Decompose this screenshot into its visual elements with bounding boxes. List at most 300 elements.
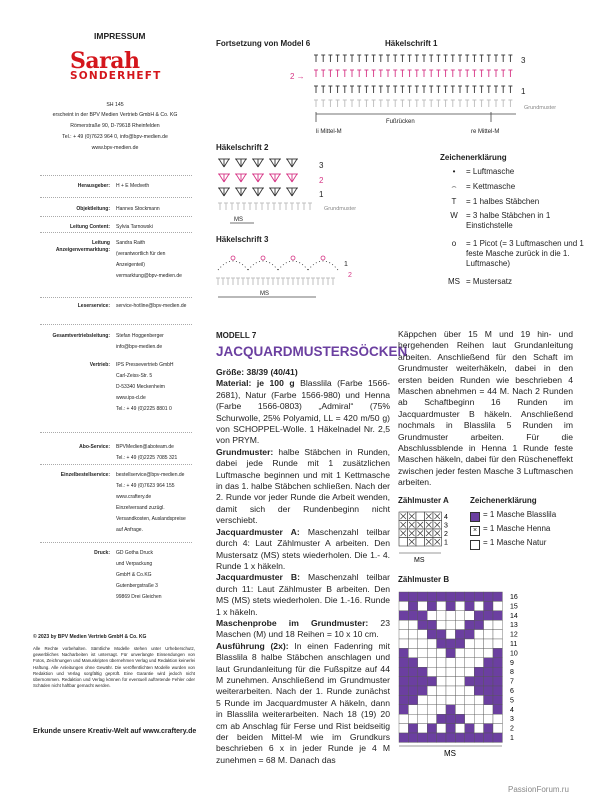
grid-cell bbox=[399, 658, 408, 667]
grid-cell bbox=[399, 686, 408, 695]
credit-label: Abo-Service: bbox=[79, 444, 110, 450]
grid-cell bbox=[465, 639, 474, 648]
article-paragraph bbox=[216, 447, 390, 527]
grid-cell bbox=[474, 611, 483, 620]
grid-cell bbox=[399, 592, 408, 601]
grid-cell bbox=[408, 639, 417, 648]
grid-cell bbox=[493, 630, 502, 639]
grid-cell bbox=[455, 667, 464, 676]
row-label: 1 bbox=[521, 87, 526, 96]
credit-value: Tel.: + 49 (0)2225 8801 0 bbox=[116, 406, 172, 412]
row-label: 2 bbox=[510, 725, 514, 733]
paragraph-heading: Jacquardmuster B: bbox=[216, 572, 300, 583]
grid-cell bbox=[446, 677, 455, 686]
grid-cell bbox=[427, 677, 436, 686]
grid-cell bbox=[465, 714, 474, 723]
row-label: 10 bbox=[510, 650, 518, 658]
grid-cell bbox=[446, 630, 455, 639]
paragraph-body: Maschenzahl teilbar durch 11: Laut Zählmuster B arbeiten. Den MS (MS) stets wiederholen. Die 1.-16. Runde 1 x häkeln. bbox=[216, 572, 390, 617]
grid-cell bbox=[437, 695, 446, 704]
paragraph-body: Blasslila (Farbe 1566-2681), Natur (Farbe 1566-980) und Henna (Farbe 1566-0803) „Admiral“ (75% Schurwolle, 25% Polyamid, LL = 420 m/50 g) von SCHOPPEL-Wolle. 1 Häkelnadel Nr. 2,5 von PRYM. bbox=[216, 378, 390, 446]
article-column-1 bbox=[216, 367, 390, 766]
zaehlmuster-a bbox=[398, 508, 468, 566]
grid-cell bbox=[446, 658, 455, 667]
grid-cell bbox=[408, 733, 417, 742]
grid-cell bbox=[455, 630, 464, 639]
row-label: 3 bbox=[521, 56, 526, 65]
grid-cell bbox=[493, 658, 502, 667]
publisher-line: Tel.: + 49 (0)7623 964 0, info@bpv-medien.de bbox=[62, 134, 168, 140]
paragraph-heading: Größe: 38/39 (40/41) bbox=[216, 367, 298, 377]
haekelschrift-1 bbox=[216, 50, 556, 140]
credit-label: Einzelbestellservice: bbox=[60, 472, 110, 478]
credit-label: Leserservice: bbox=[77, 303, 110, 309]
footer-text: Erkunde unsere Kreativ-Welt auf www.craftery.de bbox=[33, 728, 197, 735]
grid-cell bbox=[455, 686, 464, 695]
logo-sarah-text: Sarah bbox=[70, 48, 140, 74]
grid-cell bbox=[418, 705, 427, 714]
haekelschrift-2 bbox=[216, 153, 376, 228]
row-label: 2 → bbox=[290, 72, 305, 81]
grid-cell bbox=[437, 592, 446, 601]
row-label: 2 bbox=[444, 531, 448, 538]
grid-cell bbox=[427, 658, 436, 667]
zaehlmuster-b bbox=[398, 589, 528, 759]
grid-cell bbox=[427, 592, 436, 601]
credit-value: Tel.: + 49 (0)2225 7085 321 bbox=[116, 455, 178, 461]
grid-cell bbox=[437, 639, 446, 648]
grid-cell bbox=[446, 620, 455, 629]
grid-cell bbox=[437, 667, 446, 676]
article-title: JACQUARDMUSTERSÖCKEN bbox=[216, 344, 408, 359]
credit-value: GmbH & Co.KG bbox=[116, 572, 152, 578]
svg-text:3: 3 bbox=[319, 161, 324, 170]
grid-cell bbox=[427, 686, 436, 695]
grid-cell bbox=[493, 695, 502, 704]
grid-cell bbox=[455, 639, 464, 648]
grid-cell bbox=[408, 658, 417, 667]
grid-cell bbox=[446, 667, 455, 676]
credit-value: 99869 Drei Gleichen bbox=[116, 594, 162, 600]
grid-cell bbox=[427, 648, 436, 657]
grid-cell bbox=[465, 611, 474, 620]
legend-symbol-icon: • bbox=[452, 167, 456, 176]
grid-cell bbox=[493, 667, 502, 676]
row-label: 1 bbox=[510, 735, 514, 742]
grid-cell bbox=[418, 639, 427, 648]
grid-cell bbox=[437, 620, 446, 629]
grid-cell bbox=[446, 695, 455, 704]
article-paragraph bbox=[216, 367, 390, 378]
grid-cell bbox=[455, 592, 464, 601]
grid-cell bbox=[493, 724, 502, 733]
re-mitte-label: re Mittel-M bbox=[471, 129, 500, 135]
grid-cell bbox=[418, 677, 427, 686]
grid-cell bbox=[446, 648, 455, 657]
grid-cell bbox=[474, 677, 483, 686]
grid-cell bbox=[474, 695, 483, 704]
grid-cell bbox=[465, 630, 474, 639]
publisher-block bbox=[40, 101, 190, 154]
grid-cell bbox=[455, 677, 464, 686]
row-label: 15 bbox=[510, 603, 518, 611]
issue-number: SH 145 bbox=[106, 102, 124, 108]
paragraph-heading: Maschenprobe im Grundmuster: bbox=[216, 617, 369, 628]
copyright: © 2023 by BPV Medien Vertrieb GmbH & Co. KG bbox=[33, 634, 147, 640]
row-label: 7 bbox=[510, 678, 514, 686]
grid-cell bbox=[437, 705, 446, 714]
grid-cell bbox=[427, 733, 436, 742]
grid-cell bbox=[418, 695, 427, 704]
grid-cell bbox=[493, 611, 502, 620]
legend-text: = 1 halbes Stäbchen bbox=[466, 197, 540, 206]
legend-symbol-icon: o bbox=[451, 239, 457, 248]
grid-cell bbox=[408, 705, 417, 714]
grid-cell bbox=[484, 686, 493, 695]
grid-cell bbox=[465, 658, 474, 667]
legend-symbol-icon: T bbox=[451, 197, 457, 206]
grid-cell bbox=[455, 705, 464, 714]
credit-label: Objektleitung: bbox=[76, 206, 110, 212]
publisher-line: Römerstraße 90, D-79618 Rheinfelden bbox=[70, 123, 160, 129]
article-paragraph bbox=[216, 527, 390, 573]
svg-text:Grundmuster: Grundmuster bbox=[324, 206, 357, 212]
logo-sonderheft-text: SONDERHEFT bbox=[70, 70, 162, 82]
model-number: MODELL 7 bbox=[216, 331, 257, 340]
grid-cell bbox=[484, 705, 493, 714]
grid-cell bbox=[446, 611, 455, 620]
row-label: 14 bbox=[510, 612, 518, 620]
sarah-logo bbox=[70, 48, 162, 82]
grid-cell bbox=[465, 620, 474, 629]
paragraph-body: 23 Maschen (M) und 18 Reihen = 10 x 10 cm. bbox=[216, 617, 390, 640]
watermark: PassionForum.ru bbox=[508, 785, 569, 794]
grid-cell bbox=[484, 667, 493, 676]
grid-cell bbox=[408, 695, 417, 704]
grid-cell bbox=[446, 724, 455, 733]
credit-value: Carl-Zeiss-Str. 5 bbox=[116, 373, 153, 379]
grid-cell bbox=[418, 733, 427, 742]
grid-cell bbox=[465, 705, 474, 714]
grid-cell bbox=[493, 648, 502, 657]
paragraph-heading: Jacquardmuster A: bbox=[216, 526, 300, 537]
grid-cell bbox=[493, 677, 502, 686]
grid-cell bbox=[427, 667, 436, 676]
color-swatch bbox=[470, 512, 480, 522]
grid-cell bbox=[399, 695, 408, 704]
grid-cell bbox=[493, 686, 502, 695]
paragraph-heading: Grundmuster: bbox=[216, 446, 274, 457]
li-mitte-label: li Mittel-M bbox=[316, 129, 342, 135]
grid-cell bbox=[484, 639, 493, 648]
svg-text:1: 1 bbox=[319, 190, 324, 199]
grid-cell bbox=[455, 620, 464, 629]
color-legend-text: = 1 Masche Blasslila bbox=[483, 510, 557, 519]
credit-value: Tel.: + 49 (0)7623 964 155 bbox=[116, 483, 175, 489]
ms-label: MS bbox=[444, 749, 456, 758]
grid-cell bbox=[474, 592, 483, 601]
grid-cell bbox=[474, 667, 483, 676]
grid-cell bbox=[465, 686, 474, 695]
zaehlmuster-a-legend-title: Zeichenerklärung bbox=[470, 496, 537, 505]
grid-cell bbox=[474, 601, 483, 610]
grid-cell bbox=[493, 620, 502, 629]
grid-cell bbox=[446, 705, 455, 714]
svg-text:1: 1 bbox=[344, 261, 348, 268]
grid-cell bbox=[418, 658, 427, 667]
svg-text:MS: MS bbox=[234, 217, 243, 223]
grid-cell bbox=[408, 630, 417, 639]
grid-cell bbox=[408, 592, 417, 601]
impressum-title: IMPRESSUM bbox=[94, 31, 146, 41]
article-paragraph bbox=[216, 378, 390, 446]
chart3-title: Häkelschrift 3 bbox=[216, 235, 269, 244]
credit-value: Hannes Stockmann bbox=[116, 206, 160, 212]
grid-cell bbox=[446, 601, 455, 610]
grid-cell bbox=[465, 648, 474, 657]
grid-cell bbox=[474, 686, 483, 695]
grid-cell bbox=[446, 639, 455, 648]
legend-title: Zeichenerklärung bbox=[440, 153, 507, 162]
grid-cell bbox=[408, 648, 417, 657]
credit-value: Einzelversand zuzügl. bbox=[116, 505, 165, 511]
grid-cell bbox=[484, 630, 493, 639]
grid-cell bbox=[493, 714, 502, 723]
grid-cell bbox=[416, 538, 425, 547]
haekelschrift-3 bbox=[216, 244, 376, 304]
credit-label: Herausgeber: bbox=[77, 183, 110, 189]
grid-cell bbox=[399, 538, 408, 547]
credit-value: info@bpv-medien.de bbox=[116, 344, 163, 350]
credit-label: Leitung Anzeigenvermarktung: bbox=[55, 240, 110, 253]
grid-cell bbox=[399, 630, 408, 639]
legend-symbol-icon: ⌢ bbox=[451, 182, 457, 191]
svg-text:2: 2 bbox=[319, 176, 324, 185]
credit-label: Leitung Content: bbox=[70, 224, 110, 230]
grid-cell bbox=[408, 714, 417, 723]
row-label: 16 bbox=[510, 594, 518, 601]
grid-cell bbox=[399, 639, 408, 648]
grid-cell bbox=[399, 705, 408, 714]
grid-cell bbox=[493, 601, 502, 610]
grid-cell bbox=[408, 611, 417, 620]
row-label: 5 bbox=[510, 697, 514, 705]
grid-cell bbox=[418, 686, 427, 695]
grid-cell bbox=[493, 639, 502, 648]
grid-cell bbox=[474, 620, 483, 629]
grid-cell bbox=[399, 667, 408, 676]
row-label: 1 bbox=[444, 539, 448, 547]
grid-cell bbox=[437, 630, 446, 639]
fussruecken-label: Fußrücken bbox=[386, 119, 415, 125]
paragraph-heading: Material: je 100 g bbox=[216, 378, 295, 389]
row-label: 8 bbox=[510, 669, 514, 677]
credit-value: auf Anfrage. bbox=[116, 527, 143, 533]
credit-value: Anzeigenteil) bbox=[116, 262, 145, 268]
grid-cell bbox=[427, 714, 436, 723]
grid-cell bbox=[427, 620, 436, 629]
grid-cell bbox=[408, 601, 417, 610]
color-swatch bbox=[470, 540, 480, 550]
grid-cell bbox=[474, 639, 483, 648]
legend-symbol-icon: W bbox=[450, 211, 458, 220]
credit-value: Stefan Hoggenberger bbox=[116, 333, 164, 339]
grid-cell bbox=[455, 648, 464, 657]
grid-cell bbox=[418, 648, 427, 657]
grid-cell bbox=[427, 639, 436, 648]
grid-cell bbox=[437, 724, 446, 733]
continuation-title: Fortsetzung von Model 6 bbox=[216, 39, 311, 48]
grid-cell bbox=[465, 677, 474, 686]
credit-label: Druck: bbox=[94, 550, 110, 556]
grid-cell bbox=[465, 695, 474, 704]
grid-cell bbox=[484, 611, 493, 620]
grid-cell bbox=[446, 714, 455, 723]
grid-cell bbox=[455, 695, 464, 704]
svg-text:MS: MS bbox=[260, 291, 269, 297]
credit-value: Versandkosten, Auslandspreise bbox=[116, 516, 186, 522]
zaehlmuster-b-title: Zählmuster B bbox=[398, 575, 450, 584]
credit-label: Vertrieb: bbox=[89, 362, 110, 368]
grid-cell bbox=[484, 601, 493, 610]
row-label: 12 bbox=[510, 631, 518, 639]
grid-cell bbox=[408, 686, 417, 695]
publisher-line: erscheint in der BPV Medien Vertrieb GmbH & Co. KG bbox=[52, 112, 178, 118]
paragraph-heading: Ausführung (2x): bbox=[216, 640, 289, 651]
grid-cell bbox=[455, 601, 464, 610]
credit-label: Gesamtvertriebsleitung: bbox=[52, 333, 110, 339]
grid-cell bbox=[437, 677, 446, 686]
grid-cell bbox=[484, 724, 493, 733]
grid-cell bbox=[408, 667, 417, 676]
credit-value: service-hotline@bpv-medien.de bbox=[116, 303, 187, 309]
color-legend-text: = 1 Masche Henna bbox=[483, 524, 551, 533]
grid-cell bbox=[399, 733, 408, 742]
legal-text: Alle Rechte vorbehalten. Sämtliche Modelle stehen unter Urheberschutz, gewerbliches Nacharbeiten ist untersagt. Für unverlangte Einsendungen von Fotos, Zeichnungen und Manuskripten übernehmen Verlag und Redaktion keinerlei Haftung. Alle Anleitungen ohne Gewähr. Die veröffentlichten Modelle wurden von Redaktion und Verlag sorgfältig geprüft. Eine Garantie wird jedoch nicht übernommen. Redaktion und Verlag können für eventuell auftretende Fehler oder Schäden nicht haftbar gemacht werden. bbox=[33, 646, 195, 689]
grid-cell bbox=[474, 658, 483, 667]
ms-label: MS bbox=[414, 557, 425, 564]
grid-cell bbox=[446, 733, 455, 742]
credit-value: Gutenbergstraße 3 bbox=[116, 583, 158, 589]
grid-cell bbox=[399, 724, 408, 733]
row-label: 11 bbox=[510, 641, 518, 648]
credit-value: (verantwortlich für den bbox=[116, 251, 166, 257]
grid-cell bbox=[493, 592, 502, 601]
legend-text: = Luftmasche bbox=[466, 167, 515, 176]
credit-value: Sandra Raith bbox=[116, 240, 146, 246]
grid-cell bbox=[427, 601, 436, 610]
chart1-title: Häkelschrift 1 bbox=[385, 39, 438, 48]
grid-cell bbox=[493, 733, 502, 742]
credit-value: www.ips-d.de bbox=[116, 395, 146, 401]
svg-text:2: 2 bbox=[348, 272, 352, 279]
row-label: 9 bbox=[510, 659, 514, 667]
grid-cell bbox=[446, 686, 455, 695]
grid-cell bbox=[465, 733, 474, 742]
paragraph-body: In einen Fadenring mit Blasslila 8 halbe Stäbchen anschlagen und laut Grundanleitung für die Fußspitze auf 44 M zunehmen. Anschließend im Grundmuster weiterarbeiten. Nach der 1. Runde zunächst 5 Runde im Jacquardmuster A häkeln, dann in Blasslila weiterarbeiten. Nach 18 (19) 20 cm ab Anschlag für Ferse und Rist beidseitig der beiden Mittel-M wie im Grundkurs beschrieben 6 x in jeder Runde je 4 M zunehmen = 68 M. Danach das bbox=[216, 640, 390, 765]
grundmuster-label: Grundmuster bbox=[524, 105, 556, 111]
grid-cell bbox=[455, 611, 464, 620]
paragraph-body: Maschenzahl teilbar durch 4: Laut Zählmuster A arbeiten. Den Mustersatz (MS) stets wiederholen. Die 1.- 4. Runde 1 x häkeln. bbox=[216, 526, 390, 571]
grid-cell bbox=[399, 648, 408, 657]
credit-value: Sylvia Tarnowski bbox=[116, 224, 153, 230]
grid-cell bbox=[455, 658, 464, 667]
grid-cell bbox=[437, 601, 446, 610]
chart2-title: Häkelschrift 2 bbox=[216, 143, 269, 152]
grid-cell bbox=[427, 630, 436, 639]
grid-cell bbox=[474, 733, 483, 742]
legend-text: = 1 Picot (= 3 Luftmaschen und 1 feste Masche zurück in die 1. Luftmasche) bbox=[466, 239, 584, 268]
grid-cell bbox=[418, 724, 427, 733]
grid-cell bbox=[484, 714, 493, 723]
article-paragraph bbox=[216, 641, 390, 766]
grid-cell bbox=[455, 714, 464, 723]
grid-cell bbox=[427, 705, 436, 714]
legend-text: = 3 halbe Stäbchen in 1 Einstichstelle bbox=[466, 211, 551, 230]
row-label: 3 bbox=[444, 522, 448, 530]
credit-value: H + E Medveth bbox=[116, 183, 150, 189]
grid-cell bbox=[416, 512, 425, 521]
grid-cell bbox=[399, 601, 408, 610]
credit-value: www.craftery.de bbox=[116, 494, 152, 500]
grid-cell bbox=[484, 733, 493, 742]
row-label: 6 bbox=[510, 688, 514, 695]
grid-cell bbox=[418, 667, 427, 676]
grid-cell bbox=[446, 592, 455, 601]
grid-cell bbox=[427, 611, 436, 620]
grid-cell bbox=[465, 592, 474, 601]
article-paragraph bbox=[216, 618, 390, 641]
grid-cell bbox=[408, 724, 417, 733]
grid-cell bbox=[484, 658, 493, 667]
grid-cell bbox=[418, 611, 427, 620]
publisher-line: www.bpv-medien.de bbox=[91, 145, 139, 151]
grid-cell bbox=[399, 620, 408, 629]
grid-cell bbox=[474, 705, 483, 714]
row-label: 3 bbox=[510, 716, 514, 724]
row-label: 4 bbox=[510, 706, 514, 714]
article-column-2: Käppchen über 15 M und 19 hin- und hergehenden Reihen laut Grundanleitung arbeiten. Anschließend für den Schaft im Grundmuster weiterhäkeln, dabei in den ersten beiden Runden wie beschrieben 4 Maschen abnehmen = 44 M. Nach 2 Runden ab Schaftbeginn 16 Runden im Jacquardmuster B häkeln. Anschließend nochmals in Blasslila 5 Runden im Grundmuster arbeiten. Für die Abschlussblende in Henna 1 Runde feste Maschen häkeln, dabei für den Rüscheneffekt zwischen jeder festen Masche 3 Luftmaschen arbeiten. bbox=[398, 329, 573, 488]
grid-cell bbox=[437, 648, 446, 657]
grid-cell bbox=[437, 733, 446, 742]
article-paragraph bbox=[216, 572, 390, 618]
grid-cell bbox=[399, 611, 408, 620]
zaehlmuster-a-title: Zählmuster A bbox=[398, 496, 449, 505]
grid-cell bbox=[427, 695, 436, 704]
grid-cell bbox=[427, 724, 436, 733]
grid-cell bbox=[484, 620, 493, 629]
grid-cell bbox=[418, 630, 427, 639]
color-swatch: × bbox=[470, 526, 480, 536]
grid-cell bbox=[474, 630, 483, 639]
row-label: 4 bbox=[444, 514, 448, 521]
grid-cell bbox=[484, 677, 493, 686]
credit-value: GD Gotha Druck bbox=[116, 550, 153, 556]
credit-value: BPVMedien@aboteam.de bbox=[116, 444, 174, 450]
paragraph-body: halbe Stäbchen in Runden, dabei jede Runde mit 1 zusätzlichen Luftmasche beginnen und mit 1 Kettmasche in das 1. halbe Stäbchen schließen. Nach der 2. Runde vor jeder Runde die Arbeit wenden, damit sich der Rundenbeginn nicht verschiebt. bbox=[216, 446, 390, 526]
grid-cell bbox=[418, 620, 427, 629]
grid-cell bbox=[437, 611, 446, 620]
grid-cell bbox=[437, 658, 446, 667]
grid-cell bbox=[455, 724, 464, 733]
grid-cell bbox=[493, 705, 502, 714]
grid-cell bbox=[465, 724, 474, 733]
grid-cell bbox=[455, 733, 464, 742]
grid-cell bbox=[474, 714, 483, 723]
row-label: 13 bbox=[510, 622, 518, 630]
credit-value: bestellservice@bpv-medien.de bbox=[116, 472, 185, 478]
grid-cell bbox=[418, 592, 427, 601]
